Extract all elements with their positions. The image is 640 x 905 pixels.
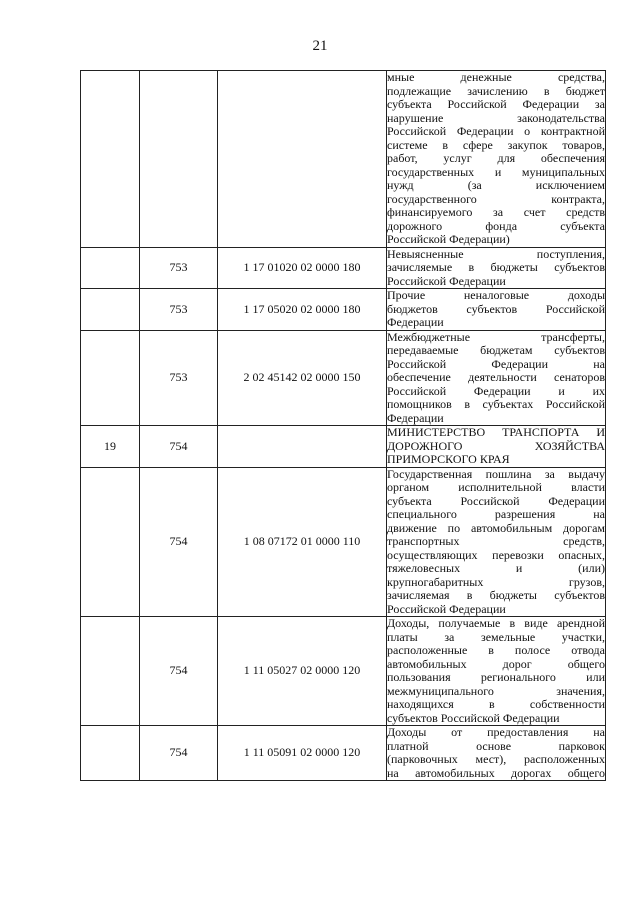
- table-row: [81, 726, 606, 781]
- revenue-name-line: подлежащие зачислению в бюджет: [387, 83, 605, 98]
- budget-classification-code-cell: 1 17 05020 02 0000 180: [218, 289, 387, 331]
- revenue-name-line: платной основе парковок: [387, 738, 605, 753]
- revenue-codes-table: [80, 70, 606, 781]
- revenue-name-line: дорожного фонда субъекта: [387, 218, 605, 233]
- administrator-code-cell: 754: [140, 726, 218, 781]
- revenue-name-line: субъекта Российской Федерации: [387, 493, 605, 508]
- administrator-code-cell: 753: [140, 289, 218, 331]
- administrator-code-cell: 753: [140, 247, 218, 289]
- budget-classification-code-cell: 2 02 45142 02 0000 150: [218, 330, 387, 426]
- revenue-name-cell: [387, 726, 606, 781]
- revenue-name-line: тяжеловесных и (или): [387, 561, 605, 575]
- revenue-name-line: Межбюджетные трансферты,: [387, 329, 605, 344]
- budget-classification-code-cell: 1 11 05091 02 0000 120: [218, 726, 387, 781]
- revenue-name-line: Государственная пошлина за выдачу: [387, 466, 605, 481]
- revenue-name-last-line: субъектов Российской Федерации: [387, 710, 560, 725]
- revenue-name-line: расположенные в полосе отвода: [387, 643, 605, 657]
- revenue-name-line: государственных и муниципальных: [387, 164, 605, 179]
- revenue-name-line: Российской Федерации и их: [387, 383, 605, 398]
- revenue-name-line: автомобильных дорог общего: [387, 656, 605, 671]
- row-number-cell: [81, 247, 140, 289]
- revenue-name-line: ДОРОЖНОГО ХОЗЯЙСТВА: [387, 438, 605, 453]
- revenue-name-line: передаваемые бюджетам субъектов: [387, 343, 605, 357]
- revenue-name-line: государственного контракта,: [387, 191, 605, 206]
- revenue-name-line: на автомобильных дорогах общего: [387, 765, 605, 780]
- table-row: [81, 467, 606, 617]
- revenue-name-last-line: Федерации: [387, 410, 444, 425]
- revenue-name-line: зачисляемые в бюджеты субъектов: [387, 260, 605, 274]
- budget-classification-code-cell: 1 08 07172 01 0000 110: [218, 467, 387, 617]
- revenue-name-line: финансируемого за счет средств: [387, 205, 605, 219]
- revenue-name-cell: [387, 426, 606, 468]
- row-number-cell: 19: [81, 426, 140, 468]
- table-row: [81, 617, 606, 726]
- table-row: [81, 71, 606, 248]
- row-number-cell: [81, 467, 140, 617]
- budget-classification-code-cell: [218, 71, 387, 248]
- revenue-name-line: пользования регионального или: [387, 670, 605, 684]
- row-number-cell: [81, 289, 140, 331]
- administrator-code-cell: 754: [140, 617, 218, 726]
- administrator-code-cell: [140, 71, 218, 248]
- revenue-name-line: зачисляемая в бюджеты субъектов: [387, 588, 605, 602]
- page-number: 21: [312, 38, 328, 54]
- revenue-name-line: помощников в субъектах Российской: [387, 397, 605, 411]
- revenue-name-line: системе в сфере закупок товаров,: [387, 137, 605, 152]
- budget-classification-code-cell: [218, 426, 387, 468]
- revenue-name-last-line: Федерации: [387, 315, 444, 329]
- revenue-name-line: транспортных средств,: [387, 534, 605, 548]
- revenue-name-line: платы за земельные участки,: [387, 629, 605, 644]
- revenue-name-cell: [387, 247, 606, 289]
- revenue-name-line: (парковочных мест), расположенных: [387, 752, 605, 766]
- row-number-cell: [81, 726, 140, 781]
- revenue-name-line: субъекта Российской Федерации за: [387, 97, 605, 111]
- table-row: [81, 330, 606, 426]
- administrator-code-cell: 753: [140, 330, 218, 426]
- revenue-name-line: Доходы от предоставления на: [387, 725, 605, 739]
- revenue-name-line: органом исполнительной власти: [387, 480, 605, 494]
- revenue-name-line: Российской Федерации на: [387, 356, 605, 371]
- revenue-name-line: Российской Федерации о контрактной: [387, 124, 605, 138]
- revenue-name-cell: [387, 330, 606, 426]
- revenue-name-line: осуществляющих перевозки опасных,: [387, 547, 605, 562]
- row-number-cell: [81, 330, 140, 426]
- revenue-name-line: нужд (за исключением: [387, 178, 605, 192]
- budget-classification-code-cell: 1 17 01020 02 0000 180: [218, 247, 387, 289]
- revenue-name-line: Невыясненные поступления,: [387, 246, 605, 261]
- revenue-name-line: обеспечение деятельности сенаторов: [387, 370, 605, 384]
- revenue-name-last-line: ПРИМОРСКОГО КРАЯ: [387, 452, 510, 466]
- revenue-name-line: бюджетов субъектов Российской: [387, 301, 605, 316]
- revenue-name-line: мные денежные средства,: [387, 70, 605, 84]
- revenue-name-line: находящихся в собственности: [387, 697, 605, 711]
- revenue-name-line: специального разрешения на: [387, 507, 605, 521]
- row-number-cell: [81, 71, 140, 248]
- revenue-name-cell: [387, 289, 606, 331]
- administrator-code-cell: 754: [140, 467, 218, 617]
- revenue-name-line: Доходы, получаемые в виде арендной: [387, 616, 605, 630]
- table-row: [81, 247, 606, 289]
- revenue-name-line: межмуниципального значения,: [387, 683, 605, 698]
- revenue-name-last-line: Российской Федерации): [387, 232, 510, 246]
- revenue-name-line: движение по автомобильным дорогам: [387, 520, 605, 535]
- revenue-name-line: крупногабаритных грузов,: [387, 574, 605, 589]
- revenue-name-last-line: Российской Федерации: [387, 273, 506, 288]
- table-row: [81, 289, 606, 331]
- administrator-code-cell: 754: [140, 426, 218, 468]
- revenue-name-cell: [387, 617, 606, 726]
- revenue-name-last-line: Российской Федерации: [387, 601, 506, 616]
- budget-classification-code-cell: 1 11 05027 02 0000 120: [218, 617, 387, 726]
- table-row: [81, 426, 606, 468]
- revenue-name-line: нарушение законодательства: [387, 110, 605, 125]
- revenue-name-cell: [387, 71, 606, 248]
- revenue-name-cell: [387, 467, 606, 617]
- revenue-name-line: работ, услуг для обеспечения: [387, 151, 605, 165]
- revenue-name-line: МИНИСТЕРСТВО ТРАНСПОРТА И: [387, 425, 605, 439]
- revenue-name-line: Прочие неналоговые доходы: [387, 288, 605, 302]
- row-number-cell: [81, 617, 140, 726]
